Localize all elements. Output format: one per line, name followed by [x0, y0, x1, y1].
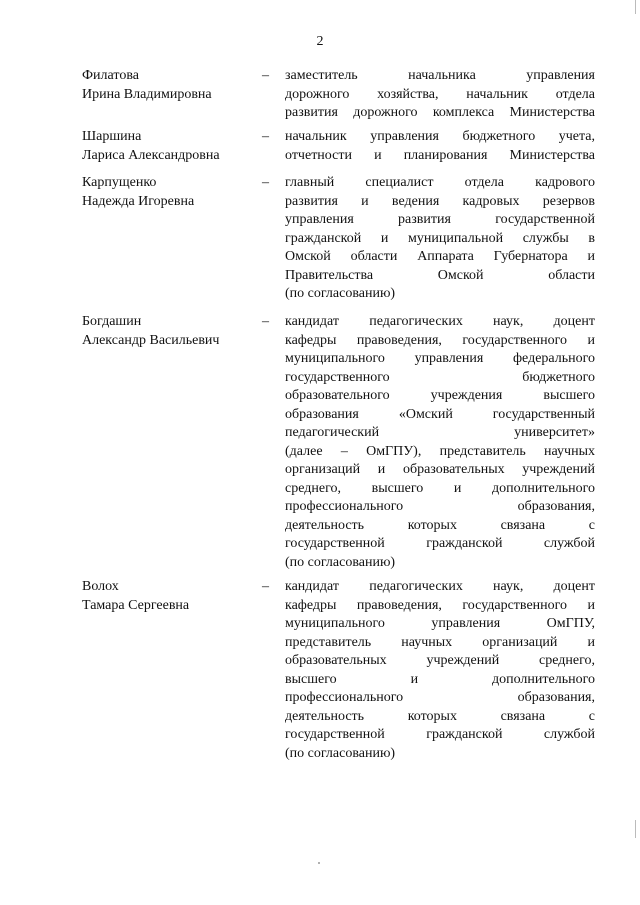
page-number: 2 — [316, 34, 324, 49]
member-position-line: государственного бюджетного — [285, 369, 595, 385]
member-name-line: Волох — [82, 579, 119, 594]
member-position — [285, 128, 595, 165]
member-position-line: деятельность которых связана с — [285, 708, 595, 724]
member-position-line: отчетности и планирования Министерства — [285, 147, 595, 163]
member-position-line: развития дорожного комплекса Министерства — [285, 105, 595, 120]
member-name — [82, 174, 257, 211]
member-position-line: (далее – ОмГПУ), представитель научных — [285, 443, 595, 459]
dash-separator: – — [262, 129, 269, 144]
member-position — [285, 578, 595, 763]
member-position-line: образовательных учреждений среднего, — [285, 653, 595, 668]
member-name-line: Карпущенко — [82, 175, 157, 190]
member-position-line: педагогический университет» — [285, 425, 595, 440]
member-position-line: кандидат педагогических наук, доцент — [285, 579, 595, 594]
member-position-line: высшего и дополнительного — [285, 671, 595, 687]
member-position-line: государственной гражданской службой — [285, 536, 595, 551]
member-position — [285, 67, 595, 123]
scan-dot — [318, 862, 320, 864]
member-name-line: Тамара Сергеевна — [82, 597, 190, 613]
member-position-line: деятельность которых связана с — [285, 517, 595, 533]
scan-edge-mark-top — [635, 0, 636, 14]
dash-separator: – — [262, 175, 269, 190]
member-position-line: кафедры правоведения, государственного и — [285, 332, 595, 348]
member-name-line: Александр Васильевич — [82, 332, 220, 348]
member-position-line: муниципального управления ОмГПУ, — [285, 616, 595, 631]
member-position-line: развития и ведения кадровых резервов — [285, 193, 595, 209]
member-position-line: муниципального управления федерального — [285, 351, 595, 366]
member-position-line: представитель научных организаций и — [285, 634, 595, 650]
dash-separator: – — [262, 314, 269, 329]
member-position-line: образовательного учреждения высшего — [285, 388, 595, 403]
member-position-line: образования «Омский государственный — [285, 406, 595, 422]
member-position-line: Правительства Омской области — [285, 267, 595, 283]
member-position-line: организаций и образовательных учреждений — [285, 462, 595, 477]
member-position-line: (по согласованию) — [285, 554, 396, 570]
member-position — [285, 313, 595, 572]
member-position-line: главный специалист отдела кадрового — [285, 175, 595, 190]
member-position-line: (по согласованию) — [285, 286, 396, 301]
member-position-line: профессионального образования, — [285, 690, 595, 705]
member-position — [285, 174, 595, 304]
dash-separator: – — [262, 579, 269, 594]
member-position-line: кафедры правоведения, государственного и — [285, 597, 595, 613]
member-position-line: начальник управления бюджетного учета, — [285, 129, 595, 144]
member-position-line: Омской области Аппарата Губернатора и — [285, 249, 595, 264]
dash-separator: – — [262, 68, 269, 83]
member-name — [82, 578, 257, 615]
member-position-line: кандидат педагогических наук, доцент — [285, 314, 595, 329]
member-position-line: (по согласованию) — [285, 745, 396, 761]
member-name-line: Филатова — [82, 68, 139, 83]
member-name-line: Шаршина — [82, 129, 142, 144]
member-name — [82, 313, 257, 350]
member-position-line: гражданской и муниципальной службы в — [285, 230, 595, 246]
member-name-line: Надежда Игоревна — [82, 193, 195, 209]
member-position-line: государственной гражданской службой — [285, 727, 595, 742]
member-name — [82, 67, 257, 104]
member-position-line: среднего, высшего и дополнительного — [285, 480, 595, 496]
member-name-line: Богдашин — [82, 314, 142, 329]
member-name-line: Лариса Александровна — [82, 147, 220, 163]
scan-edge-mark-bottom — [635, 820, 636, 838]
member-name-line: Ирина Владимировна — [82, 86, 212, 102]
member-position-line: заместитель начальника управления — [285, 68, 595, 83]
member-position-line: управления развития государственной — [285, 212, 595, 227]
member-position-line: дорожного хозяйства, начальник отдела — [285, 86, 595, 102]
member-position-line: профессионального образования, — [285, 499, 595, 514]
member-name — [82, 128, 257, 165]
